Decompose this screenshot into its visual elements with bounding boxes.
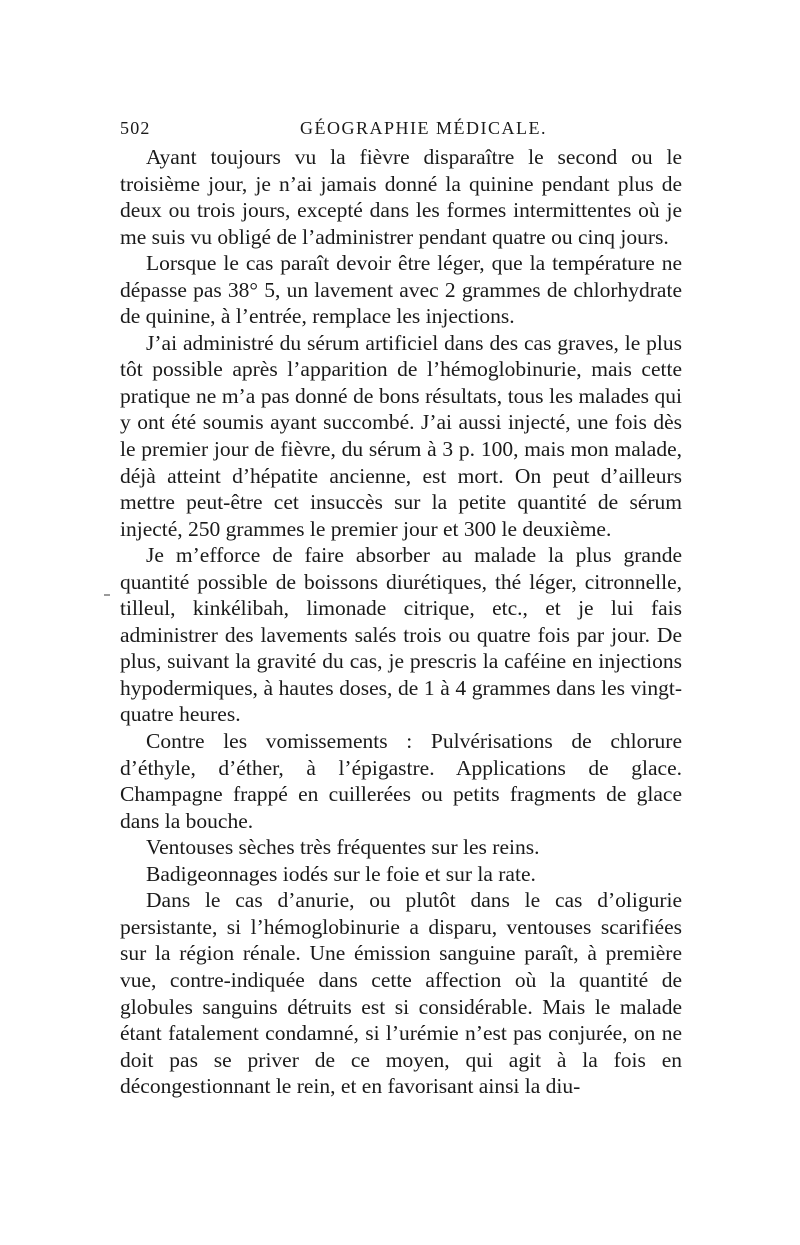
body-text [120,144,682,1100]
margin-mark [104,594,110,596]
running-title: GÉOGRAPHIE MÉDICALE. [300,118,547,138]
paragraph: Ayant toujours vu la fièvre disparaître le second ou le troisième jour, je n’ai jamais donné la quinine pendant plus de deux ou trois jours, excepté dans les formes intermittentes où je me suis vu obligé de l’administrer pendant quatre ou cinq jours. [120,145,682,249]
paragraph: Je m’efforce de faire absorber au malade la plus grande quantité possible de boissons diurétiques, thé léger, citronnelle, tilleul, kinkélibah, limonade citrique, etc., et je lui fais administrer des lavements salés trois ou quatre fois par jour. De plus, suivant la gravité du cas, je prescris la caféine en injections hypodermiques, à hautes doses, de 1 à 4 grammes dans les vingt-quatre heures. [120,543,682,727]
paragraph: Contre les vomissements : Pulvérisations de chlorure d’éthyle, d’éther, à l’épigastre. Applications de glace. Champagne frappé en cuillerées ou petits fragments de glace dans la bouche. [120,729,682,833]
running-head [120,112,682,142]
page-number: 502 [120,118,151,138]
paragraph: J’ai administré du sérum artificiel dans des cas graves, le plus tôt possible après l’apparition de l’hémoglobinurie, mais cette pratique ne m’a pas donné de bons résultats, tous les malades qui y ont été soumis ayant succombé. J’ai aussi injecté, une fois dès le premier jour de fièvre, du sérum à 3 p. 100, mais mon malade, déjà atteint d’hépatite ancienne, est mort. On peut d’ailleurs mettre peut-être cet insuccès sur la petite quantité de sérum injecté, 250 grammes le premier jour et 300 le deuxième. [120,330,682,541]
paragraph: Dans le cas d’anurie, ou plutôt dans le cas d’oligurie persistante, si l’hémoglobinurie a disparu, ventouses scarifiées sur la région rénale. Une émission sanguine paraît, à première vue, contre-indiquée dans cette affection où la quantité de globules sanguins détruits est si considérable. Mais le malade étant fatalement condamné, si l’urémie n’est pas conjurée, on ne doit pas se priver de ce moyen, qui agit à la fois en décongestionnant le rein, et en favorisant ainsi la diu- [120,888,682,1099]
book-page [120,112,682,1100]
paragraph: Lorsque le cas paraît devoir être léger, que la température ne dépasse pas 38° 5, un lavement avec 2 grammes de chlorhydrate de quinine, à l’entrée, remplace les injections. [120,251,682,329]
paragraph: Ventouses sèches très fréquentes sur les reins. [146,835,540,860]
paragraph: Badigeonnages iodés sur le foie et sur la rate. [146,861,536,886]
